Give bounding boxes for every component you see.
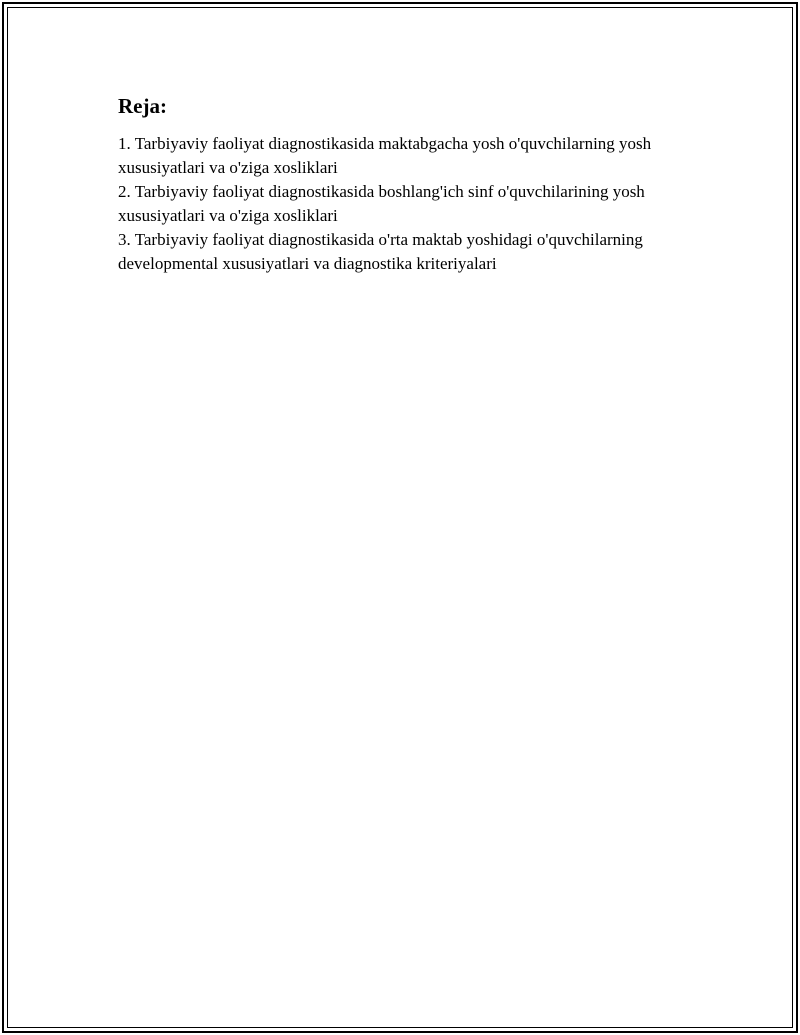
plan-item-2: 2. Tarbiyaviy faoliyat diagnostikasida boshlang'ich sinf o'quvchilarining yosh xususiyatlari va o'ziga xosliklari xyxy=(118,182,645,225)
plan-item-3: 3. Tarbiyaviy faoliyat diagnostikasida o'rta maktab yoshidagi o'quvchilarning developmental xususiyatlari va diagnostika kriteriyalari xyxy=(118,230,643,273)
document-content xyxy=(118,92,678,276)
plan-list xyxy=(118,132,678,276)
plan-heading: Reja: xyxy=(118,94,167,118)
plan-item-1: 1. Tarbiyaviy faoliyat diagnostikasida maktabgacha yosh o'quvchilarning yosh xususiyatlari va o'ziga xosliklari xyxy=(118,134,652,177)
